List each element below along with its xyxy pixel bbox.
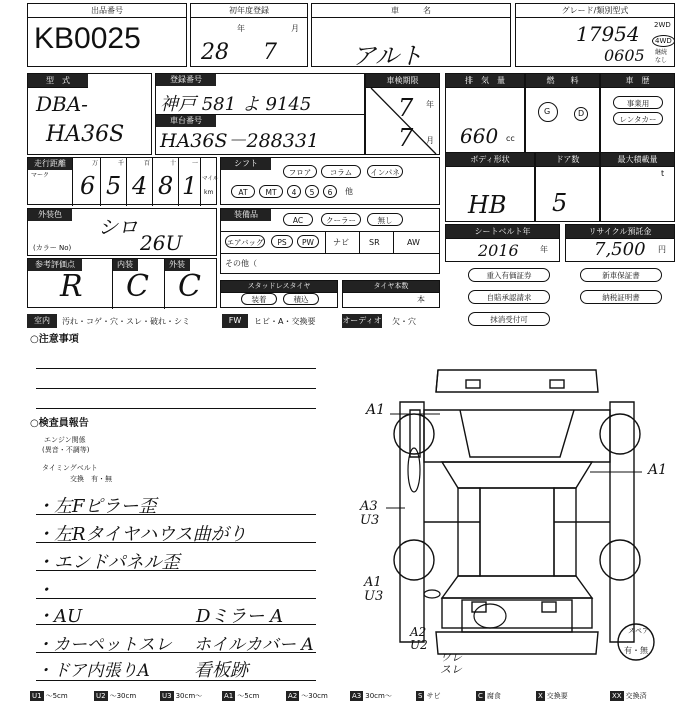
exterior-color-label: 外装色	[28, 209, 72, 221]
report-line-2: ・エンドパネル歪	[36, 552, 180, 573]
grades-box	[27, 258, 217, 308]
legend-s	[416, 691, 440, 703]
legend-a1-code: A1	[224, 692, 234, 700]
legend-u2-code: U2	[96, 692, 106, 700]
first-registration-box	[190, 3, 308, 67]
legend-u2-text: ～30cm	[109, 692, 137, 700]
ref-grade: R	[60, 269, 83, 304]
ext-grade: C	[178, 269, 201, 304]
legend-u1-code: U1	[32, 692, 42, 700]
fuel-d: D	[574, 107, 588, 121]
report-rule-1	[36, 542, 316, 543]
doc-manual: 納税証明書	[580, 290, 662, 304]
unit-ichi: 一	[192, 160, 199, 167]
fw-items: ヒビ・A・交換要	[254, 317, 316, 326]
registration-box	[155, 73, 365, 155]
model-box	[27, 73, 152, 155]
opt-at: AT	[231, 185, 255, 198]
spare-label: スペア	[628, 627, 649, 635]
legend-a1	[222, 691, 259, 703]
int-grade: C	[126, 269, 149, 304]
chassis-value: HA36S－288331	[160, 130, 320, 152]
shift-label: シフト	[221, 158, 271, 170]
report-line-3: ・	[36, 580, 54, 601]
studless-box	[220, 280, 338, 308]
engine-label: エンジン関係	[44, 436, 86, 444]
fuel-g: G	[544, 107, 551, 116]
model-label: 型 式	[28, 74, 88, 88]
legend-u3-code: U3	[162, 692, 172, 700]
legend-u1	[30, 691, 68, 703]
unit-km: km	[204, 189, 214, 196]
notes-line-3	[36, 408, 316, 409]
interior-cond-items: 汚れ・コゲ・穴・スレ・破れ・シミ	[62, 317, 190, 326]
legend-s-text: サビ	[426, 692, 441, 700]
legend-a3-code: A3	[352, 692, 362, 700]
report-rule-2	[36, 570, 316, 571]
mileage-digit-1: 5	[106, 172, 122, 200]
notes-title: ○注意事項	[30, 334, 79, 345]
opt-business: 事業用	[613, 96, 663, 109]
report-line-9: 看板跡	[194, 660, 248, 681]
opt-column: コラム	[321, 165, 361, 178]
diagram-a1u3: A1 U3	[364, 575, 384, 604]
first-reg-year-label: 年	[237, 24, 245, 33]
body-type-value: HB	[468, 191, 507, 219]
legend-x-text: 交換要	[546, 692, 568, 700]
vehicle-history-label: 車 歴	[601, 74, 674, 88]
tires-unit: 本	[417, 295, 425, 304]
legend-u2	[94, 691, 136, 703]
mileage-divider-1	[100, 158, 101, 206]
legend-s-code: S	[418, 692, 423, 700]
first-reg-month-label: 月	[291, 24, 299, 33]
opt-floor: フロア	[283, 165, 317, 178]
legend-c-text: 腐食	[486, 692, 501, 700]
recycle-unit: 円	[658, 245, 666, 254]
equip-row-line-2	[221, 253, 439, 254]
seatbelt-value: 2016	[478, 241, 519, 260]
unit-juu: 十	[170, 160, 177, 167]
opt-5: 5	[305, 185, 319, 198]
diagram-a1-right: A1	[648, 462, 668, 478]
doors-label: ドア数	[536, 153, 599, 167]
color-code: 26U	[140, 231, 183, 255]
displacement-value: 660	[460, 124, 499, 148]
chassis-label: 車台番号	[156, 115, 216, 127]
mileage-mark-label: マーク	[31, 172, 50, 179]
mileage-divider-3	[152, 158, 153, 206]
equip-other-label: その他（	[225, 259, 257, 268]
model-value-2: HA36S	[46, 122, 125, 147]
opt-ac: AC	[283, 213, 313, 226]
report-line-1: ・左Rタイヤハウス曲がり	[36, 524, 247, 545]
first-registration-label: 初年度登録	[191, 4, 307, 18]
legend-x	[536, 691, 568, 703]
grade-label: グレード/類別型式	[516, 4, 674, 18]
grade-divider-1	[112, 259, 113, 309]
displacement-label: 排 気 量	[446, 74, 524, 88]
opt-4: 4	[287, 185, 301, 198]
doors-box	[535, 152, 600, 222]
doc-cancel: 抹消受付可	[468, 312, 550, 326]
exterior-color-box	[27, 208, 217, 256]
legend-a3	[350, 691, 392, 703]
opt-other-1: 継続	[655, 49, 668, 56]
diagram-a1-top: A1	[366, 402, 386, 418]
equip-row-line-1	[221, 231, 439, 232]
legend-a2-text: ～30cm	[301, 692, 328, 700]
inspection-year: 7	[398, 94, 414, 122]
exterior-color-value: シロ	[98, 215, 138, 239]
mileage-digit-2: 4	[132, 172, 148, 200]
inspection-strike-mark	[366, 86, 441, 156]
first-reg-year: 28	[201, 40, 229, 65]
opt-aw: AW	[407, 238, 420, 247]
report-rule-3	[36, 598, 316, 599]
opt-6: 6	[323, 185, 337, 198]
spare-opts: 有・無	[624, 646, 648, 655]
equipment-box	[220, 208, 440, 274]
legend-xx-code: XX	[612, 692, 622, 700]
opt-other: 他	[345, 187, 353, 196]
notes-line-1	[36, 368, 316, 369]
report-line-0: ・左Fピラー歪	[36, 496, 157, 517]
int-grade-label: 内装	[112, 259, 138, 271]
inspection-box	[365, 73, 440, 155]
doors-value: 5	[552, 189, 568, 217]
color-code-label: (カラー No)	[33, 244, 72, 252]
diagram-wareshre: ワレ スレ	[440, 651, 462, 676]
inspection-month-label: 月	[426, 136, 434, 145]
recycle-label: リサイクル預託金	[566, 225, 674, 239]
unit-mile: マイル	[202, 176, 219, 182]
opt-none: 無し	[367, 213, 403, 226]
max-load-label: 最大積載量	[601, 153, 674, 167]
legend-a2-code: A2	[288, 692, 298, 700]
seatbelt-unit: 年	[540, 245, 548, 254]
grade-value-1: 17954	[576, 22, 640, 46]
engine-sub: (異音・不調等)	[42, 446, 90, 454]
model-value-1: DBA-	[36, 92, 88, 116]
body-type-label: ボディ形状	[446, 153, 534, 167]
report-rule-0	[36, 514, 316, 515]
legend-c	[476, 691, 501, 703]
reg-no-value: 神戸 581 よ 9145	[160, 94, 312, 115]
doc-warranty: 新車保証書	[580, 268, 662, 282]
studless-label: スタッドレスタイヤ	[221, 281, 337, 293]
displacement-unit: cc	[506, 134, 515, 143]
opt-2wd: 2WD	[654, 21, 671, 29]
recycle-value: 7,500	[594, 239, 646, 260]
recycle-box	[565, 224, 675, 262]
mileage-label: 走行距離	[28, 158, 72, 170]
mileage-box	[27, 157, 217, 205]
opt-4wd: 4WD	[652, 35, 675, 47]
fuel-label: 燃 料	[526, 74, 599, 88]
opt-cooler: クーラー	[321, 213, 361, 226]
opt-airbag: エアバッグ	[225, 235, 265, 248]
opt-ps: PS	[271, 235, 293, 248]
legend-u3	[160, 691, 202, 703]
report-line-6: ・カーペットスレ	[36, 635, 172, 655]
mileage-divider-0	[72, 158, 73, 206]
mileage-divider-2	[126, 158, 127, 206]
opt-sr: SR	[369, 238, 380, 247]
unit-man: 万	[92, 160, 99, 167]
legend-c-code: C	[478, 692, 483, 700]
mileage-digit-4: 1	[182, 172, 198, 200]
tires-box	[342, 280, 440, 308]
grade-divider-2	[164, 259, 165, 309]
fuel-box	[525, 73, 600, 155]
opt-loaded: 積込	[283, 293, 319, 305]
mileage-digit-0: 6	[80, 172, 96, 200]
opt-rental: レンタカー	[613, 112, 663, 125]
car-name-label: 車 名	[312, 4, 510, 18]
car-name-box	[311, 3, 511, 70]
legend-u1-text: ～5cm	[45, 692, 68, 700]
inspection-year-label: 年	[426, 100, 434, 109]
doc-tax: 重入有価証券	[468, 268, 550, 282]
equip-divider-2	[359, 231, 360, 253]
reg-no-label: 登録番号	[156, 74, 216, 86]
max-load-box	[600, 152, 675, 222]
report-line-8: ・ドア内張りA	[36, 661, 150, 681]
legend-xx	[610, 691, 647, 703]
equip-divider-3	[393, 231, 394, 253]
report-rule-6	[36, 680, 316, 681]
mileage-digit-3: 8	[158, 172, 174, 200]
report-rule-4	[36, 624, 316, 625]
unit-sen: 千	[118, 160, 125, 167]
mileage-divider-5	[200, 158, 201, 206]
fw-label: FW	[222, 314, 248, 328]
tires-label: タイヤ本数	[343, 281, 439, 293]
vehicle-history-box	[600, 73, 675, 155]
report-rule-5	[36, 652, 316, 653]
report-line-5: Dミラー A	[196, 606, 284, 627]
ref-grade-label: 参考評価点	[28, 259, 82, 271]
lot-number-box	[27, 3, 187, 67]
timing-label: タイミングベルト	[42, 464, 98, 472]
legend-a3-text: 30cm～	[365, 692, 392, 700]
equip-divider-1	[325, 231, 326, 253]
report-line-7: ホイルカバー A	[194, 635, 314, 655]
legend-a1-text: ～5cm	[237, 692, 260, 700]
legend-a2	[286, 691, 328, 703]
car-damage-diagram	[380, 362, 660, 662]
displacement-box	[445, 73, 525, 155]
max-load-unit: t	[661, 169, 665, 178]
interior-cond-label: 室内	[27, 314, 57, 328]
opt-mt: MT	[259, 185, 283, 198]
opt-other-2: なし	[655, 57, 668, 64]
doc-liability: 自賠承認請求	[468, 290, 550, 304]
inspector-title: ○検査員報告	[30, 418, 89, 429]
diagram-a2u2: A2 U2	[410, 625, 428, 652]
inspection-month: 7	[398, 124, 414, 152]
opt-navi: ナビ	[333, 238, 349, 247]
unit-hyaku: 百	[144, 160, 151, 167]
opt-inpane: インパネ	[367, 165, 403, 178]
shift-box	[220, 157, 440, 205]
legend-x-code: X	[538, 692, 543, 700]
lot-number-value: KB0025	[34, 22, 141, 55]
audio-label: オーディオ	[342, 314, 382, 328]
legend-u3-text: 30cm～	[175, 692, 203, 700]
body-type-box	[445, 152, 535, 222]
legend-xx-text: 交換済	[625, 692, 647, 700]
notes-line-2	[36, 388, 316, 389]
opt-installed: 装着	[241, 293, 277, 305]
opt-pw: PW	[297, 235, 319, 248]
ext-grade-label: 外装	[164, 259, 190, 271]
seatbelt-box	[445, 224, 560, 262]
seatbelt-label: シートベルト年	[446, 225, 559, 239]
mileage-divider-4	[178, 158, 179, 206]
report-line-4: ・AU	[36, 606, 83, 627]
inspection-label: 車検期限	[366, 74, 439, 88]
diagram-a3u3: A3 U3	[360, 499, 380, 528]
timing-sub: 交換 有・無	[70, 475, 112, 483]
car-name-value: アルト	[352, 42, 424, 70]
audio-items: 欠・穴	[392, 317, 416, 326]
first-reg-month: 7	[263, 40, 277, 65]
equipment-label: 装備品	[221, 209, 271, 221]
lot-number-label: 出品番号	[28, 4, 186, 18]
grade-box	[515, 3, 675, 67]
grade-value-2: 0605	[604, 46, 645, 65]
